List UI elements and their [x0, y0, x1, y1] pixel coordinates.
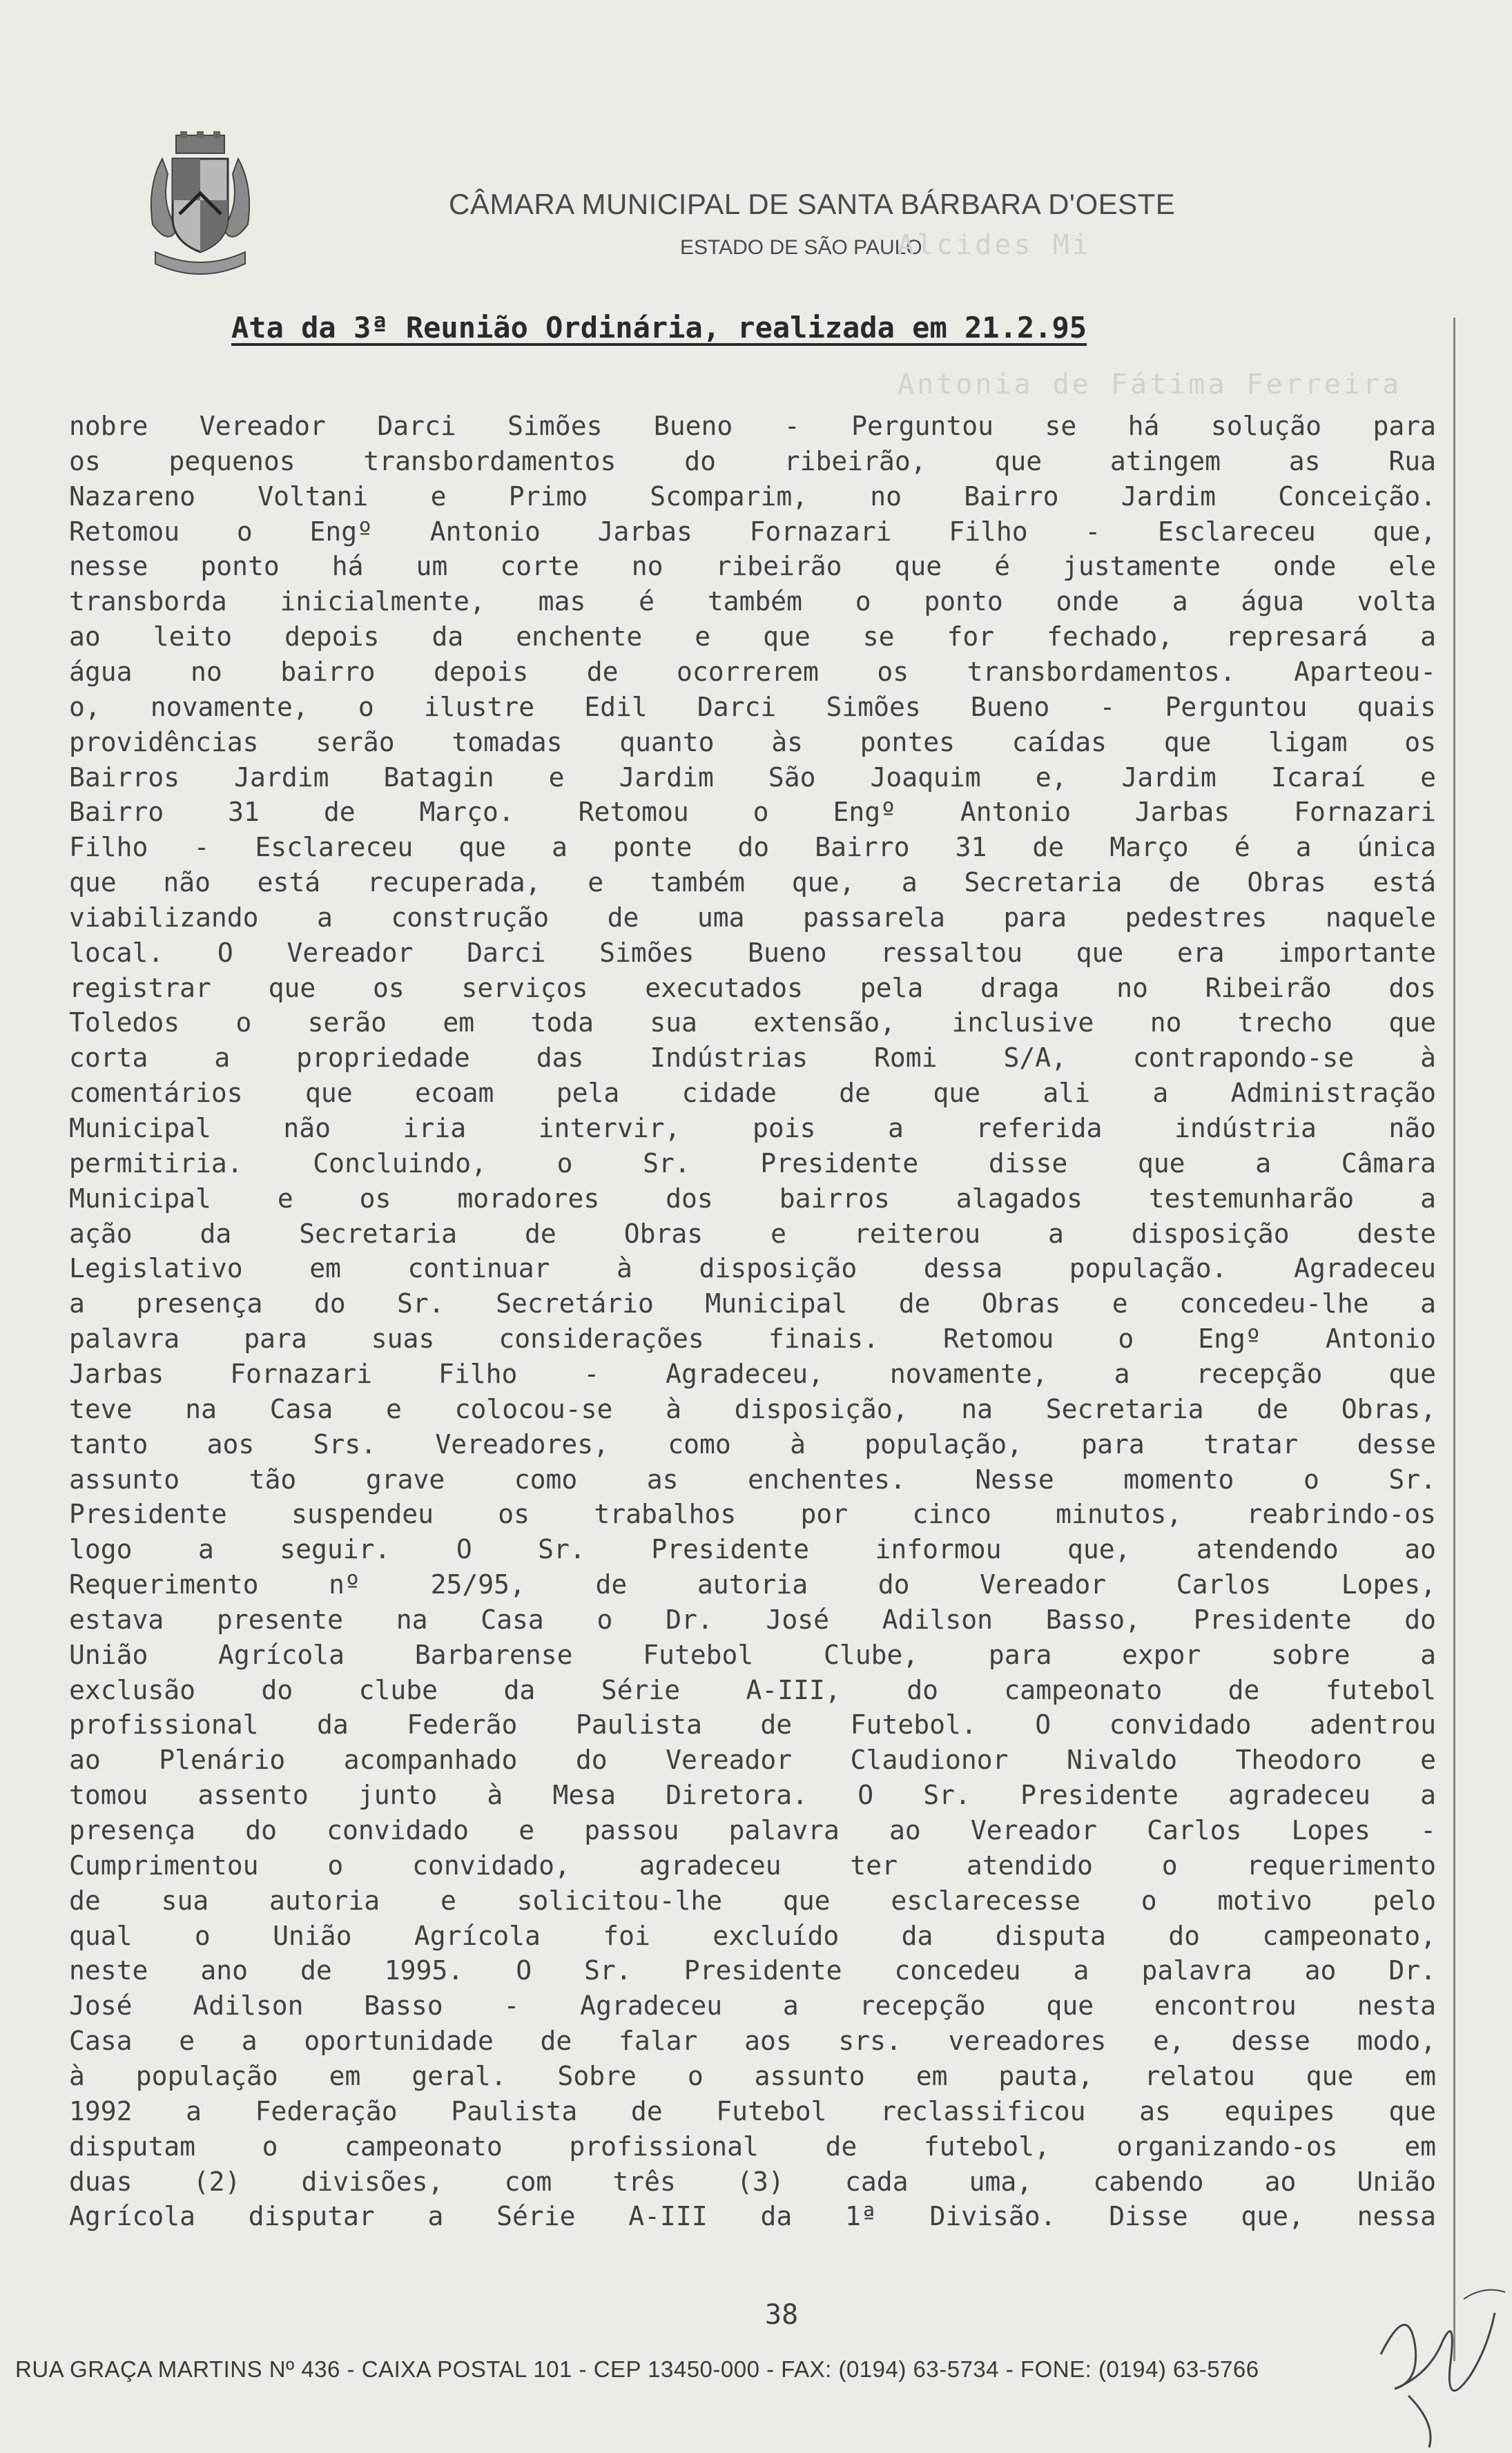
text-line: que não está recuperada, e também que, a Secretaria de Obras está: [69, 867, 1436, 898]
text-line: profissional da Federão Paulista de Futebol. O convidado adentrou: [69, 1709, 1436, 1740]
text-line: Municipal não iria intervir, pois a referida indústria não: [69, 1113, 1436, 1143]
text-line: disputam o campeonato profissional de futebol, organizando-os em: [69, 2131, 1436, 2162]
text-line: corta a propriedade das Indústrias Romi S/A, contrapondo-se à: [69, 1043, 1436, 1073]
text-line: Bairros Jardim Batagin e Jardim São Joaquim e, Jardim Icaraí e: [69, 762, 1436, 793]
text-line: local. O Vereador Darci Simões Bueno ressaltou que era importante: [69, 938, 1436, 968]
text-line: o, novamente, o ilustre Edil Darci Simões Bueno - Perguntou quais: [69, 692, 1436, 722]
text-line: União Agrícola Barbarense Futebol Clube, para expor sobre a: [69, 1640, 1436, 1670]
text-line: registrar que os serviços executados pela draga no Ribeirão dos: [69, 973, 1436, 1003]
text-line: José Adilson Basso - Agradeceu a recepção que encontrou nesta: [69, 1990, 1436, 2021]
text-line: logo a seguir. O Sr. Presidente informou que, atendendo ao: [69, 1534, 1436, 1564]
document-title: Ata da 3ª Reunião Ordinária, realizada em 21.2.95: [231, 311, 1087, 345]
text-line: Jarbas Fornazari Filho - Agradeceu, novamente, a recepção que: [69, 1359, 1436, 1389]
text-line: qual o União Agrícola foi excluído da disputa do campeonato,: [69, 1921, 1436, 1951]
text-line: água no bairro depois de ocorrerem os transbordamentos. Aparteou-: [69, 657, 1436, 687]
text-line: Casa e a oportunidade de falar aos srs. vereadores e, desse modo,: [69, 2026, 1436, 2056]
coat-of-arms-icon: [142, 131, 259, 290]
text-line: ação da Secretaria de Obras e reiterou a disposição deste: [69, 1219, 1436, 1249]
text-line: presença do convidado e passou palavra ao Vereador Carlos Lopes -: [69, 1815, 1436, 1845]
text-line: Nazareno Voltani e Primo Scomparim, no Bairro Jardim Conceição.: [69, 481, 1436, 512]
text-line: exclusão do clube da Série A-III, do campeonato de futebol: [69, 1675, 1436, 1705]
handwritten-signature: [1367, 2271, 1512, 2453]
text-line: permitiria. Concluindo, o Sr. Presidente disse que a Câmara: [69, 1148, 1436, 1179]
text-line: teve na Casa e colocou-se à disposição, na Secretaria de Obras,: [69, 1394, 1436, 1424]
text-line: palavra para suas considerações finais. Retomou o Engº Antonio: [69, 1324, 1436, 1354]
bleed-through-text: Antonia de Fátima Ferreira: [898, 369, 1402, 400]
text-line: Presidente suspendeu os trabalhos por cinco minutos, reabrindo-os: [69, 1499, 1436, 1529]
chamber-name: CÂMARA MUNICIPAL DE SANTA BÁRBARA D'OESTE: [449, 188, 1176, 220]
text-line: Retomou o Engº Antonio Jarbas Fornazari Filho - Esclareceu que,: [69, 516, 1436, 547]
text-line: Cumprimentou o convidado, agradeceu ter atendido o requerimento: [69, 1850, 1436, 1881]
text-line: estava presente na Casa o Dr. José Adilson Basso, Presidente do: [69, 1604, 1436, 1635]
text-line: tanto aos Srs. Vereadores, como à população, para tratar desse: [69, 1429, 1436, 1460]
text-line: Municipal e os moradores dos bairros alagados testemunharão a: [69, 1183, 1436, 1214]
state-name: ESTADO DE SÃO PAULO: [680, 236, 922, 259]
bleed-through-text: Alcides Mi: [898, 229, 1092, 261]
text-line: comentários que ecoam pela cidade de que ali a Administração: [69, 1078, 1436, 1108]
text-line: ao leito depois da enchente e que se for fechado, represará a: [69, 621, 1436, 652]
text-line: transborda inicialmente, mas é também o ponto onde a água volta: [69, 586, 1436, 617]
text-line: 1992 a Federação Paulista de Futebol reclassificou as equipes que: [69, 2096, 1436, 2126]
text-line: os pequenos transbordamentos do ribeirão, que atingem as Rua: [69, 446, 1436, 476]
text-line: Bairro 31 de Março. Retomou o Engº Antonio Jarbas Fornazari: [69, 797, 1436, 827]
text-line: nesse ponto há um corte no ribeirão que é justamente onde ele: [69, 551, 1436, 581]
text-line: tomou assento junto à Mesa Diretora. O Sr. Presidente agradeceu a: [69, 1780, 1436, 1810]
text-line: neste ano de 1995. O Sr. Presidente concedeu a palavra ao Dr.: [69, 1955, 1436, 1986]
text-line: duas (2) divisões, com três (3) cada uma, cabendo ao União: [69, 2166, 1436, 2197]
text-line: Requerimento nº 25/95, de autoria do Vereador Carlos Lopes,: [69, 1569, 1436, 1600]
page-number: 38: [765, 2299, 799, 2331]
text-line: à população em geral. Sobre o assunto em pauta, relatou que em: [69, 2061, 1436, 2091]
text-line: viabilizando a construção de uma passarela para pedestres naquele: [69, 902, 1436, 933]
text-line: Agrícola disputar a Série A-III da 1ª Divisão. Disse que, nessa: [69, 2201, 1436, 2231]
footer-address: RUA GRAÇA MARTINS Nº 436 - CAIXA POSTAL 101 - CEP 13450-000 - FAX: (0194) 63-5734 - FONE: (0194) 63-5766: [15, 2356, 1259, 2382]
text-line: providências serão tomadas quanto às pontes caídas que ligam os: [69, 727, 1436, 757]
text-line: ao Plenário acompanhado do Vereador Claudionor Nivaldo Theodoro e: [69, 1745, 1436, 1775]
text-line: nobre Vereador Darci Simões Bueno - Perguntou se há solução para: [69, 411, 1436, 441]
text-line: de sua autoria e solicitou-lhe que esclarecesse o motivo pelo: [69, 1885, 1436, 1916]
text-line: a presença do Sr. Secretário Municipal de Obras e concedeu-lhe a: [69, 1288, 1436, 1319]
text-line: assunto tão grave como as enchentes. Nesse momento o Sr.: [69, 1464, 1436, 1495]
text-line: Toledos o serão em toda sua extensão, inclusive no trecho que: [69, 1007, 1436, 1038]
text-line: Legislativo em continuar à disposição dessa população. Agradeceu: [69, 1253, 1436, 1283]
right-margin-line: [1453, 318, 1455, 2361]
text-line: Filho - Esclareceu que a ponte do Bairro 31 de Março é a única: [69, 832, 1436, 862]
